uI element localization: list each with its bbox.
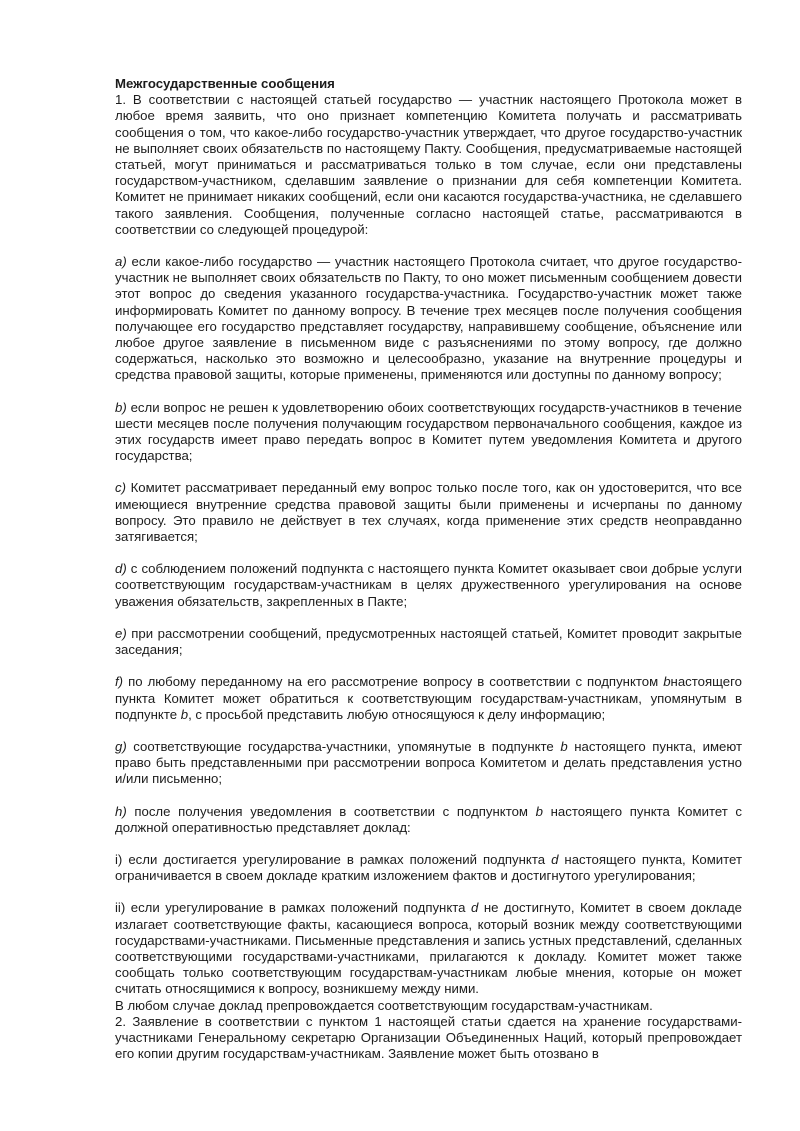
item-c-text: Комитет рассматривает переданный ему вопрос только после того, как он удостоверится, что все имеющиеся внутренние средства правовой защиты были применены и исчерпаны по данному вопросу. Это правило не действует в тех случаях, когда применение этих средств неоправданно затягивается; <box>115 480 742 545</box>
item-f <box>115 674 742 723</box>
item-f-text-1: по любому переданному на его рассмотрение вопросу в соответствии с подпунктом <box>123 674 664 690</box>
item-g-text-1: соответствующие государства-участники, упомянутые в подпункте <box>126 738 561 754</box>
item-f-label: f) <box>115 674 124 690</box>
item-f-ref-1: b <box>663 674 671 690</box>
closing-line: В любом случае доклад препровождается соответствующим государствам-участникам. <box>115 997 653 1013</box>
item-e <box>115 626 742 658</box>
item-g-label: g) <box>115 738 127 754</box>
item-b-label: b) <box>115 399 127 415</box>
item-a-label: a) <box>115 254 127 270</box>
item-h <box>115 804 742 836</box>
subitem-ii-ref: d <box>470 900 479 916</box>
subitem-i <box>115 852 742 884</box>
item-a <box>115 254 742 384</box>
item-g-ref: b <box>560 738 568 754</box>
subitem-i-text-1: i) если достигается урегулирование в рамках положений подпункта <box>115 851 552 867</box>
item-f-text-2: настоящего пункта Комитет может обратиться к соответствующим государствам-участникам, упомянутым в подпункте <box>115 674 742 722</box>
item-b-text: если вопрос не решен к удовлетворению обоих соответствующих государств-участников в течение шести месяцев после получения получающим государством первоначального сообщения, каждое из этих государств имеет право передать вопрос в Комитет путем уведомления Комитета и другого государства; <box>115 399 742 464</box>
item-c <box>115 480 742 545</box>
document-page <box>115 76 742 1062</box>
item-c-label: c) <box>115 480 126 496</box>
item-d <box>115 561 742 610</box>
paragraph-1: 1. В соответствии с настоящей статьей государство — участник настоящего Протокола может в любое время заявить, что оно признает компетенцию Комитета получать и рассматривать сообщения о том, что какое-либо государство-участник утверждает, что другое государство-участник не выполняет своих обязательств по настоящему Пакту. Сообщения, предусматриваемые настоящей статьей, могут приниматься и рассматриваться только в том случае, если они представлены государством-участником, сделавшим заявление о признании для себя компетенции Комитета. Комитет не принимает никаких сообщений, если они касаются государства-участника, не сделавшего такого заявления. Сообщения, полученные согласно настоящей статье, рассматриваются в соответствии со следующей процедурой: <box>115 92 742 237</box>
item-h-text-1: после получения уведомления в соответствии с подпунктом <box>126 803 536 819</box>
section-heading: Межгосударственные сообщения <box>115 76 335 91</box>
item-f-ref-2: b <box>180 706 189 722</box>
item-f-text-3: , с просьбой представить любую относящуюся к делу информацию; <box>188 706 606 722</box>
item-d-label: d) <box>115 561 127 577</box>
item-h-ref: b <box>535 803 543 819</box>
item-h-text-2: настоящего пункта Комитет с должной оперативностью представляет доклад: <box>115 803 742 835</box>
item-b <box>115 400 742 465</box>
item-h-label: h) <box>115 803 127 819</box>
item-e-label: e) <box>115 625 127 641</box>
item-a-text: если какое-либо государство — участник настоящего Протокола считает, что другое государство-участник не выполняет своих обязательств по Пакту, то оно может письменным сообщением довести этот вопрос до сведения указанного государства-участника. Государство-участник может также информировать Комитет по данному вопросу. В течение трех месяцев после получения сообщения получающее его государство представляет государству, направившему сообщение, объяснение или любое другое заявление в письменном виде с разъяснениями по этому вопросу, где должно содержаться, насколько это возможно и целесообразно, указание на внутренние процедуры и средства правовой защиты, которые применены, применяются или доступны по данному вопросу; <box>115 254 742 383</box>
subitem-i-ref: d <box>551 851 559 867</box>
subitem-ii <box>115 900 742 997</box>
item-e-text: при рассмотрении сообщений, предусмотренных настоящей статьей, Комитет проводит закрытые заседания; <box>115 625 742 658</box>
subitem-ii-text-2: не достигнуто, Комитет в своем докладе излагает соответствующие факты, касающиеся вопроса, который возник между соответствующими государствами-участниками. Письменные представления и запись устных представлений, сделанных соответствующими государствами-участниками, прилагаются к докладу. Комитет может также сообщать только соответствующим государствам-участникам любые мнения, которые он может считать относящимися к вопросу, возникшему между ними. <box>115 900 742 997</box>
item-g-text-2: настоящего пункта, имеют право быть представленными при рассмотрении вопроса Комитетом и делать представления устно и/или письменно; <box>115 738 742 787</box>
paragraph-2: 2. Заявление в соответствии с пунктом 1 настоящей статьи сдается на хранение государствами-участниками Генеральному секретарю Организации Объединенных Наций, который препровождает его копии другим государствам-участникам. Заявление может быть отозвано в <box>115 1013 742 1062</box>
subitem-i-text-2: настоящего пункта, Комитет ограничивается в своем докладе кратким изложением фактов и достигнутого урегулирования; <box>115 851 742 884</box>
subitem-ii-text-1: ii) если урегулирование в рамках положений подпункта <box>115 900 471 916</box>
item-d-text: с соблюдением положений подпункта с настоящего пункта Комитет оказывает свои добрые услуги соответствующим государствам-участникам в целях дружественного урегулирования на основе уважения обязательств, закрепленных в Пакте; <box>115 561 742 609</box>
item-g <box>115 739 742 788</box>
